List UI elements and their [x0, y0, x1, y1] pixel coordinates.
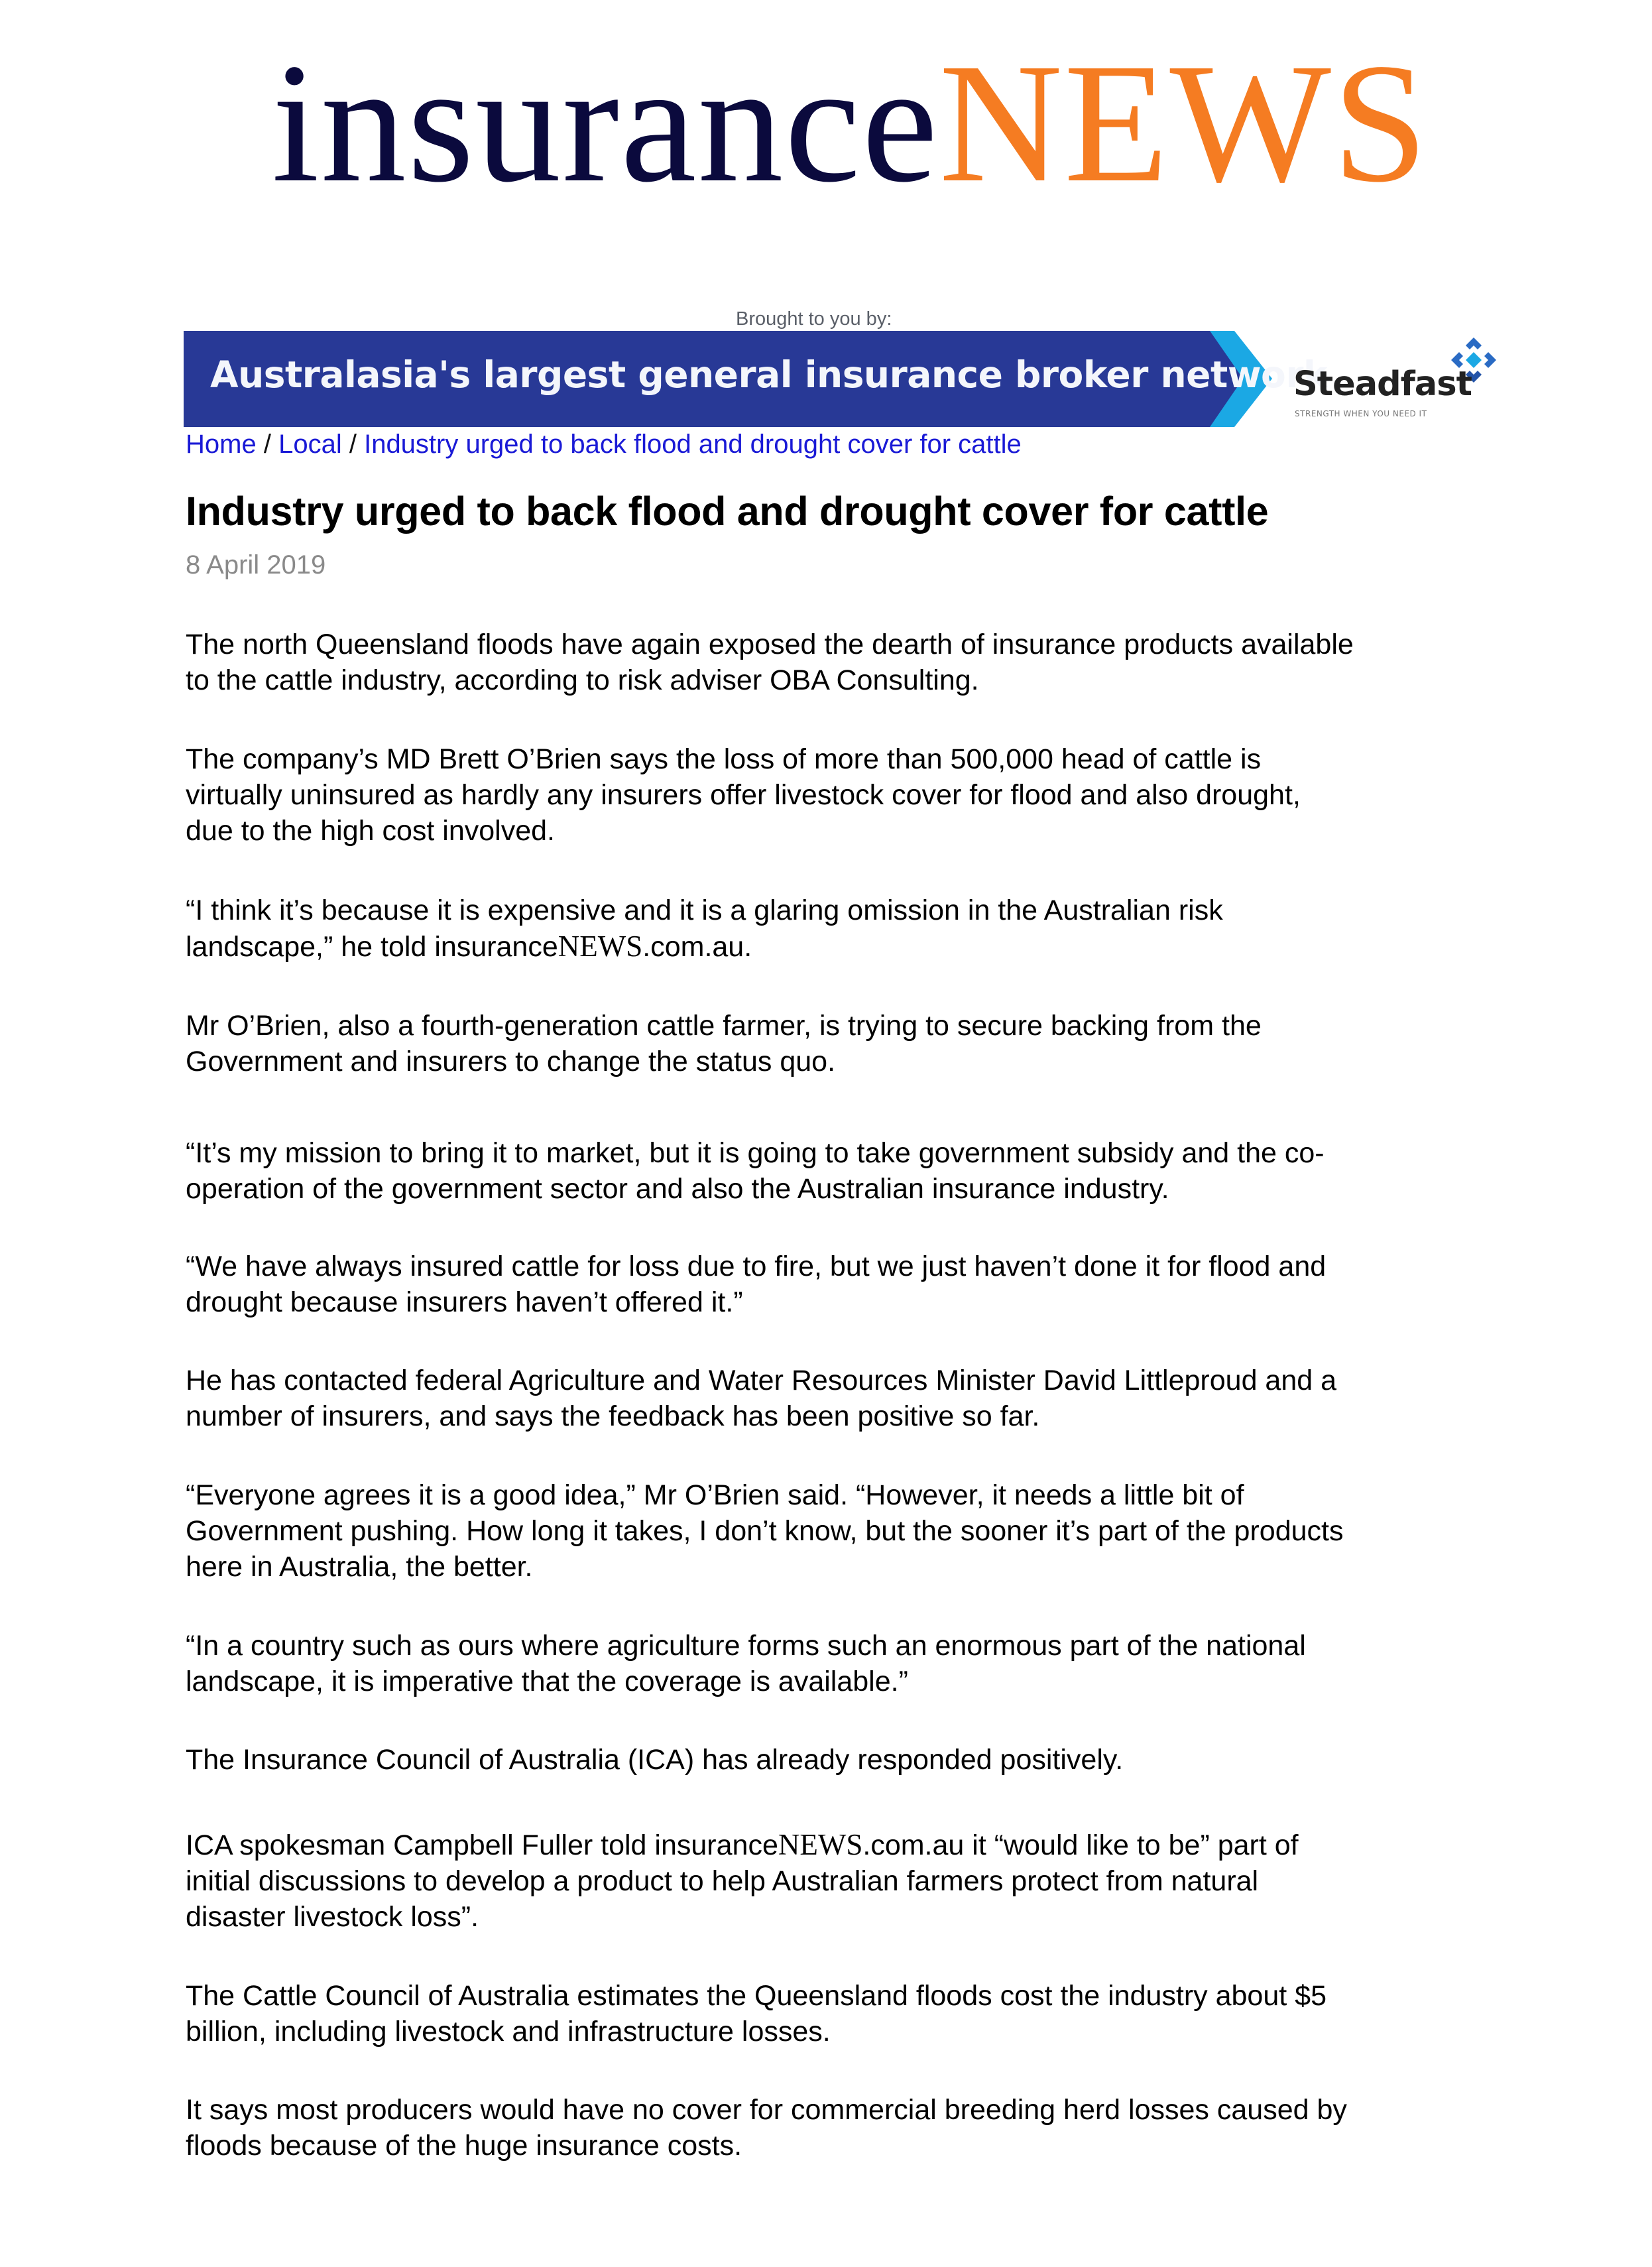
steadfast-logo[interactable] [1289, 335, 1508, 428]
paragraph-line: “Everyone agrees it is a good idea,” Mr O’Brien said. “However, it needs a little bit of [186, 1479, 1244, 1511]
site-suffix: .com.au [642, 931, 744, 963]
paragraph-line: due to the high cost involved. [186, 815, 555, 847]
paragraph-line: The Insurance Council of Australia (ICA) has already responded positively. [186, 1744, 1124, 1776]
logo-insurance: insurance [272, 28, 939, 217]
site-news: NEWS [778, 1828, 863, 1861]
logo-news: NEWS [939, 28, 1429, 217]
breadcrumb-home[interactable]: Home [186, 430, 257, 459]
article-paragraph [186, 741, 1511, 849]
article-paragraph [186, 1477, 1511, 1585]
article-paragraph [186, 892, 1511, 965]
paragraph-line: initial discussions to develop a product to help Australian farmers protect from natural [186, 1865, 1259, 1897]
article-paragraph [186, 627, 1511, 698]
paragraph-line: “In a country such as ours where agriculture forms such an enormous part of the national [186, 1630, 1306, 1662]
article-paragraph [186, 1249, 1511, 1320]
article-paragraph [186, 2092, 1511, 2164]
site-prefix: insurance [654, 1829, 778, 1861]
paragraph-line: It says most producers would have no cover for commercial breeding herd losses caused by [186, 2094, 1347, 2126]
paragraph-line: billion, including livestock and infrastructure losses. [186, 2016, 831, 2048]
article-paragraph [186, 1363, 1511, 1434]
article-paragraph [186, 1008, 1511, 1079]
article-paragraph [186, 1742, 1511, 1778]
breadcrumb [186, 430, 1022, 460]
paragraph-line: He has contacted federal Agriculture and Water Resources Minister David Littleproud and a [186, 1365, 1337, 1396]
paragraph-line: number of insurers, and says the feedback has been positive so far. [186, 1400, 1040, 1432]
paragraph-line: landscape, it is imperative that the coverage is available.” [186, 1666, 908, 1697]
sponsor-name: Steadfast [1293, 365, 1472, 404]
paragraph-line: “It’s my mission to bring it to market, but it is going to take government subsidy and the co- [186, 1137, 1325, 1169]
sponsor-label: Brought to you by: [736, 308, 892, 330]
paragraph-line: The north Queensland floods have again exposed the dearth of insurance products available [186, 629, 1354, 660]
article-paragraph [186, 1628, 1511, 1699]
paragraph-line: The Cattle Council of Australia estimates the Queensland floods cost the industry about $5 [186, 1980, 1327, 2012]
site-suffix: .com.au [862, 1829, 965, 1861]
paragraph-line: Mr O’Brien, also a fourth-generation cattle farmer, is trying to secure backing from the [186, 1010, 1262, 1042]
paragraph-line [186, 1827, 1511, 1863]
site-link[interactable] [434, 931, 744, 963]
breadcrumb-local[interactable]: Local [278, 430, 342, 459]
article-paragraph [186, 1827, 1511, 1935]
paragraph-line [186, 928, 1511, 965]
paragraph-line: here in Australia, the better. [186, 1551, 533, 1583]
sponsor-banner[interactable] [184, 331, 1328, 427]
paragraph-line: operation of the government sector and also the Australian insurance industry. [186, 1173, 1169, 1205]
paragraph-line: virtually uninsured as hardly any insurers offer livestock cover for flood and also drought, [186, 779, 1301, 811]
paragraph-line: Government and insurers to change the status quo. [186, 1046, 836, 1077]
paragraph-line: to the cattle industry, according to risk adviser OBA Consulting. [186, 664, 979, 696]
article-paragraph [186, 1135, 1511, 1207]
text-run: it “would like to be” part of [964, 1829, 1299, 1861]
masthead-logo [272, 28, 1429, 217]
text-run: . [744, 931, 752, 963]
text-run: landscape,” he told [186, 931, 435, 963]
banner-text: Australasia's largest general insurance broker network [210, 353, 1328, 396]
article-title: Industry urged to back flood and drought cover for cattle [186, 489, 1269, 534]
paragraph-line: “I think it’s because it is expensive and it is a glaring omission in the Australian risk [186, 894, 1223, 926]
site-prefix: insurance [434, 931, 558, 963]
site-news: NEWS [558, 930, 643, 963]
site-link[interactable] [654, 1829, 964, 1861]
paragraph-line: Government pushing. How long it takes, I don’t know, but the sooner it’s part of the products [186, 1515, 1344, 1547]
paragraph-line: disaster livestock loss”. [186, 1901, 479, 1933]
paragraph-line: floods because of the huge insurance costs. [186, 2130, 742, 2162]
article-paragraph [186, 1978, 1511, 2050]
paragraph-line: The company’s MD Brett O’Brien says the loss of more than 500,000 head of cattle is [186, 743, 1262, 775]
paragraph-line: “We have always insured cattle for loss due to fire, but we just haven’t done it for flood and [186, 1251, 1327, 1282]
sponsor-tagline: STRENGTH WHEN YOU NEED IT [1295, 409, 1427, 418]
article-date: 8 April 2019 [186, 550, 326, 580]
breadcrumb-separator: / [349, 430, 357, 459]
text-run: ICA spokesman Campbell Fuller told [186, 1829, 655, 1861]
paragraph-line: drought because insurers haven’t offered it.” [186, 1286, 743, 1318]
breadcrumb-separator: / [263, 430, 271, 459]
breadcrumb-current[interactable]: Industry urged to back flood and drought cover for cattle [364, 430, 1022, 459]
